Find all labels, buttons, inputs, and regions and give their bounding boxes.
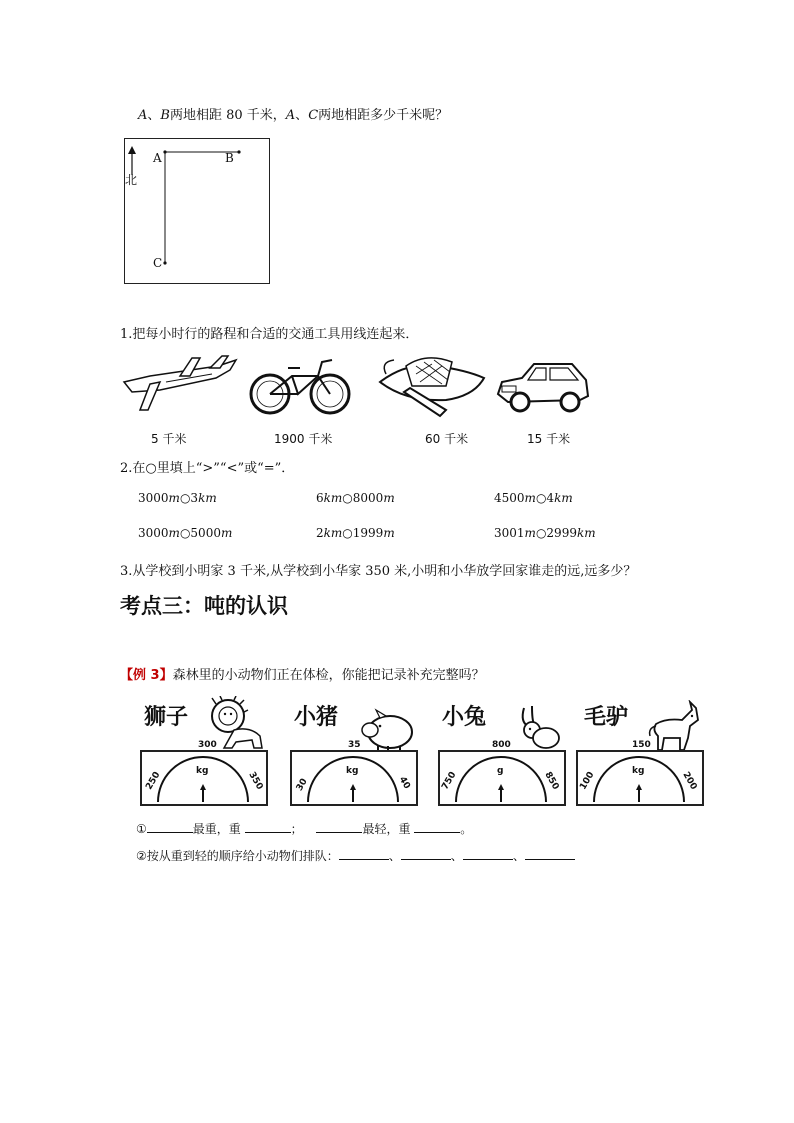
example-tag: 【例 3】 — [120, 668, 173, 683]
answer-sep: 、 — [512, 849, 525, 863]
point-c-dot — [163, 261, 166, 264]
comparison-item — [316, 491, 395, 505]
scale-left-value: 30 — [294, 777, 310, 793]
q1-text: 1.把每小时行的路程和合适的交通工具用线连起来． — [120, 327, 419, 342]
left-value: 3000 — [138, 491, 169, 505]
point-c-label: C — [153, 256, 163, 270]
comparison-item — [494, 526, 596, 540]
scale-animal-name: 狮子 — [144, 705, 189, 730]
scale-left-value: 250 — [144, 770, 163, 792]
answer-circle[interactable]: ○ — [179, 491, 191, 505]
north-label: 北 — [125, 173, 138, 187]
left-unit: m — [168, 491, 180, 505]
right-value: 1999 — [352, 526, 384, 540]
scale-unit: g — [497, 766, 504, 776]
right-unit: m — [383, 491, 395, 505]
section-heading: 考点三：吨的认识 — [120, 594, 288, 618]
left-unit: km — [323, 526, 343, 540]
north-arrow-icon — [128, 146, 136, 154]
q3-text: 3.从学校到小明家 3 千米,从学校到小华家 350 米,小明和小华放学回家谁走的远,远多少？ — [120, 564, 637, 579]
answer-blank[interactable] — [463, 847, 513, 860]
left-unit: km — [323, 491, 343, 505]
answer-text: 最重，重 — [192, 822, 241, 836]
scale-animal-name: 小猪 — [294, 705, 339, 730]
answer-circle[interactable]: ○ — [535, 526, 547, 540]
left-value: 4500 — [494, 491, 525, 505]
comparison-item — [494, 491, 573, 505]
answer-end: 。 — [460, 822, 473, 836]
answer-text: 按从重到轻的顺序给小动物们排队： — [146, 849, 339, 863]
point-a-label: A — [153, 151, 162, 165]
distance-label: 1900 千米 — [274, 432, 333, 446]
comparison-item — [316, 526, 395, 540]
punct: 、 — [147, 108, 161, 123]
answer-line-2 — [136, 847, 575, 864]
right-unit: km — [576, 526, 596, 540]
scale-dial — [290, 750, 416, 804]
question-text: 两地相距多少千米呢？ — [318, 108, 449, 123]
q2-text: 2.在○里填上“>”“<”或“=”． — [120, 461, 295, 476]
punct: 、 — [295, 108, 309, 123]
scale-panel-pig — [290, 696, 416, 804]
scale-unit: kg — [632, 766, 645, 776]
answer-blank[interactable] — [414, 820, 460, 833]
example-text: 森林里的小动物们正在体检，你能把记录补充完整吗？ — [172, 668, 485, 683]
scale-top-value: 35 — [348, 740, 361, 750]
answer-circle[interactable]: ○ — [535, 491, 547, 505]
scale-top-value: 800 — [492, 740, 511, 750]
answer-blank[interactable] — [147, 820, 193, 833]
scale-panel-lion — [140, 696, 266, 804]
answer-number: ① — [136, 822, 147, 836]
answer-line-1 — [136, 820, 472, 837]
scale-panel-donkey — [576, 696, 702, 804]
scale-unit: kg — [196, 766, 209, 776]
bicycle-icon — [248, 354, 352, 418]
map-diagram — [124, 138, 270, 284]
comparison-item — [138, 526, 232, 540]
left-value: 2 — [316, 526, 324, 540]
answer-blank[interactable] — [316, 820, 362, 833]
left-unit: m — [524, 491, 536, 505]
pig-icon — [360, 708, 414, 754]
airplane-icon — [120, 352, 238, 418]
label-b: B — [160, 108, 170, 123]
answer-sep: 、 — [450, 849, 463, 863]
scale-right-value: 350 — [246, 770, 265, 792]
answer-text: 最轻，重 — [362, 822, 411, 836]
right-unit: km — [554, 491, 573, 505]
scale-top-value: 300 — [198, 740, 217, 750]
answer-blank[interactable] — [339, 847, 389, 860]
point-a-dot — [163, 150, 166, 153]
left-value: 6 — [316, 491, 324, 505]
horse-cart-icon — [376, 352, 488, 420]
answer-blank[interactable] — [245, 820, 291, 833]
right-value: 3 — [190, 491, 199, 505]
right-value: 2999 — [546, 526, 577, 540]
right-unit: m — [220, 526, 233, 540]
scale-unit: kg — [346, 766, 359, 776]
scale-right-value: 200 — [680, 770, 699, 792]
scale-left-value: 750 — [440, 770, 459, 792]
answer-circle[interactable]: ○ — [179, 526, 191, 540]
map-lines — [125, 139, 269, 283]
label-c: C — [308, 108, 319, 123]
scale-right-value: 40 — [396, 775, 412, 791]
point-b-label: B — [225, 151, 234, 165]
answer-circle[interactable]: ○ — [342, 526, 353, 540]
question-text: 两地相距 80 千米， — [169, 108, 286, 123]
point-b-dot — [237, 150, 240, 153]
scale-left-value: 100 — [578, 770, 597, 792]
answer-sep: 、 — [388, 849, 401, 863]
label-a: A — [285, 108, 296, 123]
right-value: 8000 — [352, 491, 384, 505]
left-value: 3000 — [138, 526, 169, 540]
scale-top-value: 150 — [632, 740, 651, 750]
scale-animal-name: 小兔 — [442, 705, 487, 730]
answer-blank[interactable] — [525, 847, 575, 860]
car-icon — [494, 358, 592, 416]
right-value: 4 — [546, 491, 555, 505]
example-line — [120, 664, 485, 683]
scale-animal-name: 毛驴 — [584, 705, 629, 730]
answer-number: ② — [136, 849, 147, 863]
distance-label: 60 千米 — [425, 432, 469, 446]
right-unit: km — [198, 491, 217, 505]
distance-label: 5 千米 — [151, 432, 187, 446]
right-value: 5000 — [190, 526, 221, 540]
scale-panel-rabbit — [438, 696, 564, 804]
left-value: 3001 — [494, 526, 525, 540]
distance-label: 15 千米 — [527, 432, 571, 446]
scale-right-value: 850 — [542, 770, 561, 792]
donkey-icon — [646, 700, 700, 752]
answer-circle[interactable]: ○ — [342, 491, 353, 505]
rabbit-icon — [516, 704, 560, 752]
comparison-item — [138, 491, 217, 505]
answer-sep: ； — [290, 822, 303, 836]
label-a: A — [138, 108, 148, 123]
right-unit: m — [383, 526, 395, 540]
answer-blank[interactable] — [401, 847, 451, 860]
intro-question — [138, 104, 448, 123]
left-unit: m — [524, 526, 536, 540]
left-unit: m — [168, 526, 180, 540]
